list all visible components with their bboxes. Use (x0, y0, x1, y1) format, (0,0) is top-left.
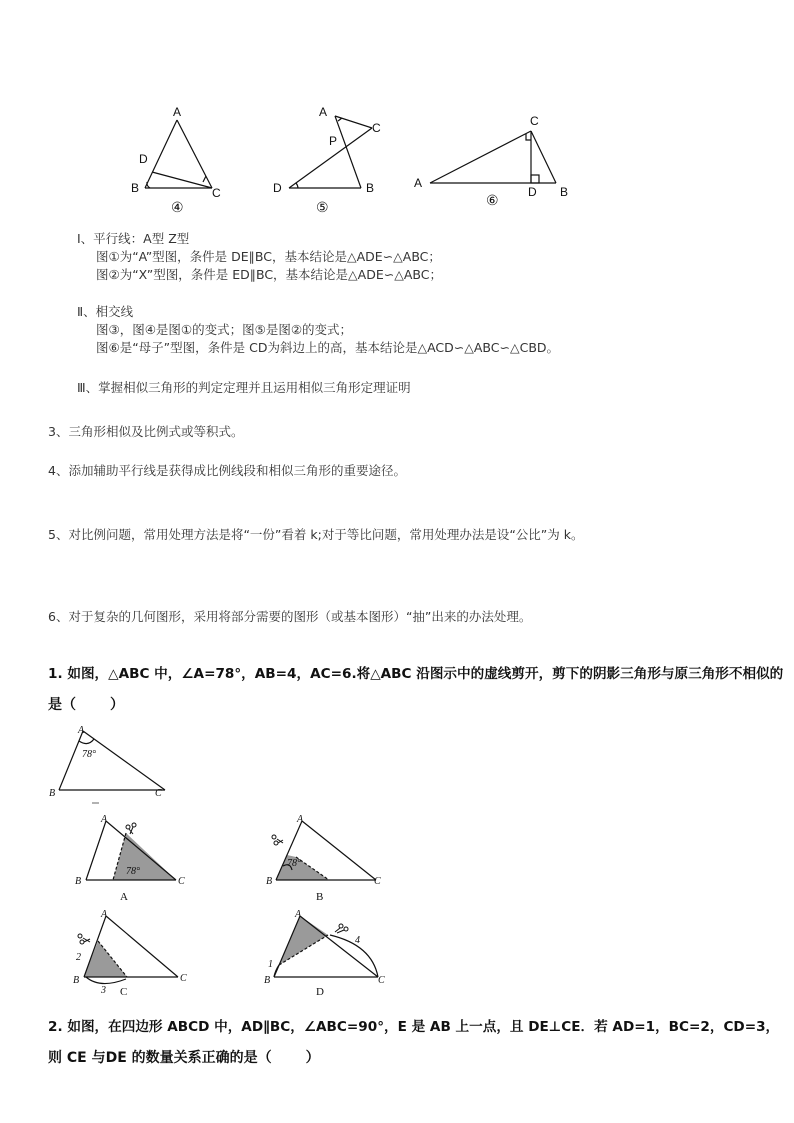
fig6-label-A: A (414, 176, 423, 190)
option-b-caption: B (316, 891, 324, 903)
section3-heading: Ⅲ、掌握相似三角形的判定定理并且运用相似三角形定理证明 (77, 380, 411, 395)
question2-line1: 2. 如图，在四边形 ABCD 中，AD∥BC，∠ABC=90°，E 是 AB 上一点，且 DE⊥CE．若 AD=1，BC=2，CD=3， (48, 1019, 780, 1035)
figure-5-lines (289, 116, 372, 188)
point-3: 3、三角形相似及比例式或等积式。 (48, 424, 244, 439)
option-a-label-C: C (178, 876, 185, 887)
option-d-label-C: C (378, 975, 385, 986)
fig5-caption: ⑤ (316, 201, 329, 216)
option-d-caption: D (316, 986, 324, 998)
fig4-label-D: D (139, 152, 148, 166)
option-d-num-1: 1 (268, 959, 273, 970)
option-c-label-B: B (73, 975, 80, 986)
point-6: 6、对于复杂的几何图形，采用将部分需要的图形（或基本图形）“抽”出来的办法处理。 (48, 609, 532, 624)
question1-main-figure (0, 720, 260, 810)
question1-line1: 1. 如图，△ABC 中，∠A=78°，AB=4，AC=6.将△ABC 沿图示中的虚线剪开，剪下的阴影三角形与原三角形不相似的 (48, 666, 784, 682)
question2-line2 (48, 1048, 320, 1068)
option-a-angle: 78° (126, 866, 140, 877)
main-label-B: B (49, 788, 56, 799)
question2-line2-end: ） (305, 1050, 320, 1066)
option-c-caption: C (120, 986, 128, 998)
fig6-label-B: B (560, 185, 569, 199)
question2-line2-text: 则 CE 与DE 的数量关系正确的是（ (48, 1050, 272, 1066)
option-d-num-4: 4 (355, 935, 360, 946)
option-b-shaded-region (276, 855, 329, 880)
scissors-icon (272, 835, 283, 845)
fig5-label-A: A (319, 105, 328, 119)
option-a-caption: A (120, 891, 128, 903)
option-c-num-3: 3 (101, 985, 106, 996)
main-triangle (59, 731, 165, 790)
section2-heading: Ⅱ、相交线 (77, 304, 134, 319)
question1-line2-end: ） (110, 697, 124, 713)
section2-line2: 图⑥是“母子”型图，条件是 CD为斜边上的高，基本结论是△ACD∽△ABC∽△CBD。 (96, 340, 560, 355)
option-c-num-2: 2 (76, 952, 81, 963)
fig4-caption: ④ (171, 201, 184, 216)
fig4-label-A: A (173, 105, 182, 119)
section1-line1: 图①为“A”型图，条件是 DE∥BC，基本结论是△ADE∽△ABC； (96, 249, 441, 264)
fig6-caption: ⑥ (486, 194, 499, 209)
fig5-label-C: C (372, 121, 381, 135)
section1-heading: Ⅰ、平行线：A型 Z型 (77, 231, 190, 246)
option-d-figure[interactable] (0, 905, 400, 1000)
fig4-label-B: B (131, 181, 140, 195)
option-d-label-B: B (264, 975, 271, 986)
question1-line2 (48, 695, 124, 715)
option-c-label-A: A (101, 909, 108, 920)
option-b-label-C: C (374, 876, 381, 887)
fig4-label-C: C (212, 186, 221, 200)
option-a-label-A: A (101, 814, 108, 825)
fig5-label-P: P (329, 134, 338, 148)
option-b-label-B: B (266, 876, 273, 887)
figure-4 (0, 0, 794, 230)
section1-line2: 图②为“X”型图，条件是 ED∥BC，基本结论是△ADE∽△ABC； (96, 267, 442, 282)
option-b-figure[interactable] (0, 810, 400, 910)
option-b-label-A: A (297, 814, 304, 825)
option-b-angle: 78° (287, 858, 301, 869)
point-4: 4、添加辅助平行线是获得成比例线段和相似三角形的重要途径。 (48, 463, 406, 478)
option-a-label-B: B (75, 876, 82, 887)
main-label-A: A (78, 725, 85, 736)
fig5-label-B: B (366, 181, 375, 195)
option-d-shaded (279, 916, 328, 965)
option-d-label-A: A (295, 909, 302, 920)
main-label-C: C (155, 788, 162, 799)
fig6-label-D: D (528, 185, 537, 199)
section2-line1: 图③，图④是图①的变式；图⑤是图②的变式； (96, 322, 353, 337)
fig6-label-C: C (530, 114, 539, 128)
figure-6-lines (430, 131, 556, 183)
figure-4-lines (145, 120, 212, 188)
fig5-label-D: D (273, 181, 282, 195)
option-c-label-C: C (180, 973, 187, 984)
point-5: 5、对比例问题，常用处理方法是将“一份”看着 k;对于等比问题，常用处理办法是设“公比”为 k。 (48, 527, 584, 542)
main-angle: 78° (82, 749, 96, 760)
question1-line2-start: 是（ (48, 697, 76, 713)
scissors-icon (335, 924, 348, 933)
